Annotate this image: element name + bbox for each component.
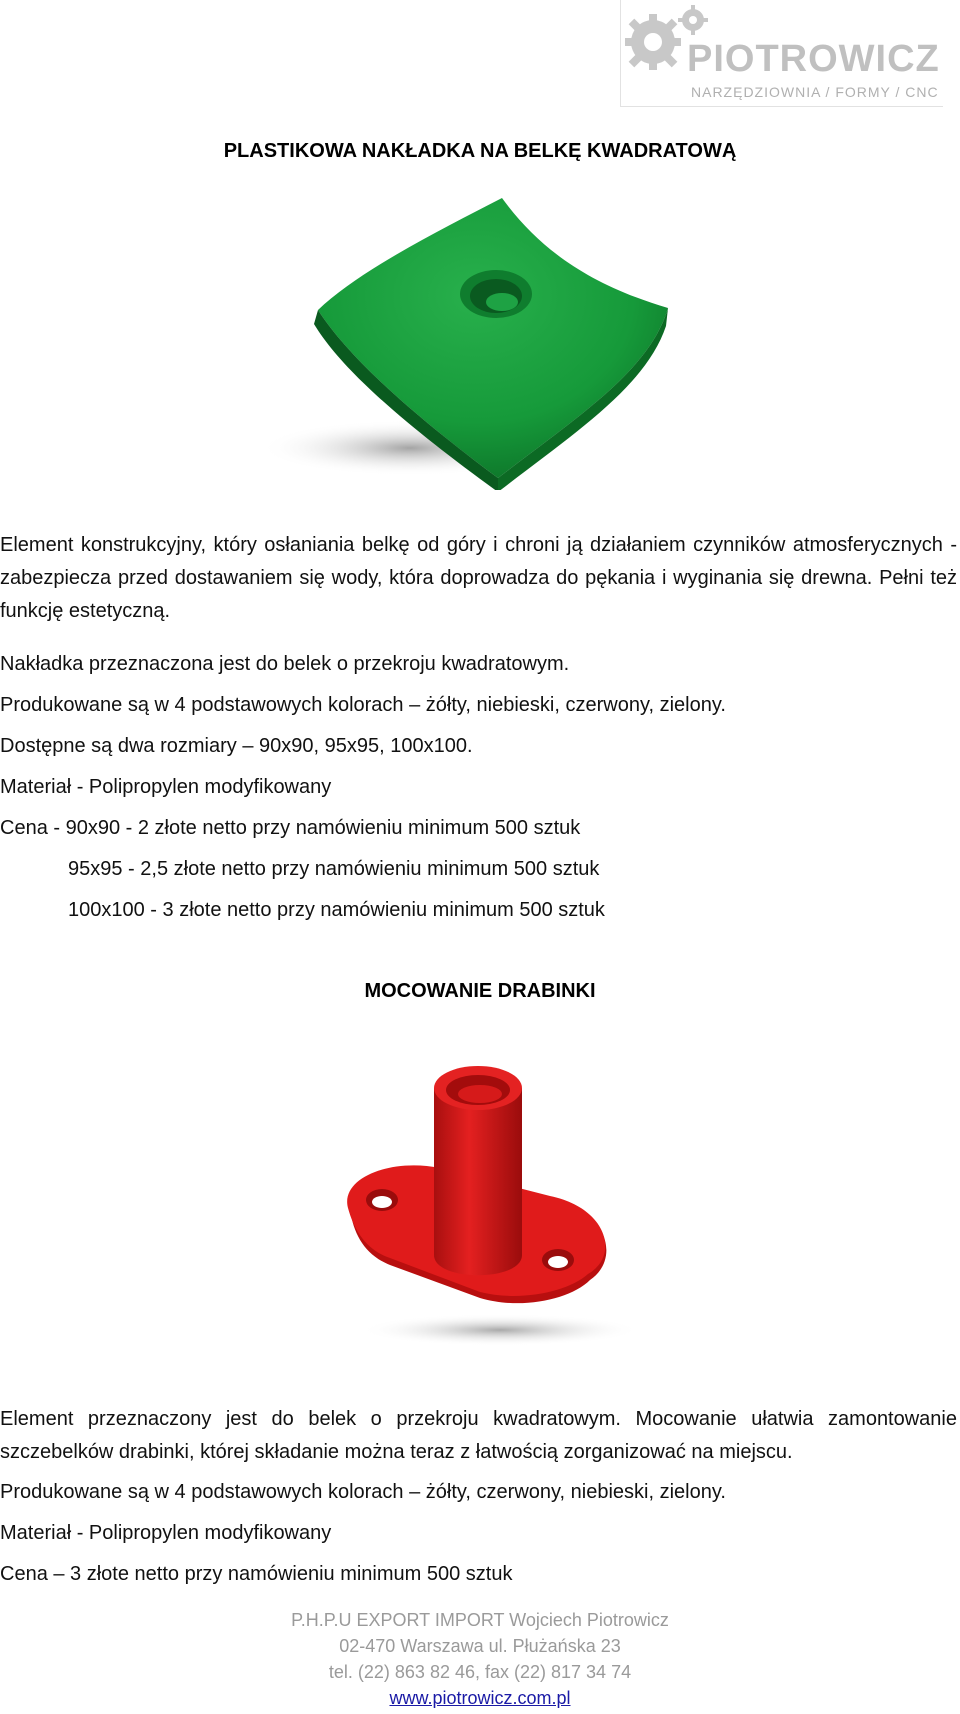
section1-title: PLASTIKOWA NAKŁADKA NA BELKĘ KWADRATOWĄ bbox=[223, 140, 737, 162]
section1-line-material: Materiał - Polipropylen modyfikowany bbox=[0, 776, 332, 798]
red-ladder-mount-image bbox=[330, 1060, 650, 1355]
page-footer bbox=[0, 1607, 960, 1711]
section2-price: Cena – 3 złote netto przy namówieniu minimum 500 sztuk bbox=[0, 1563, 513, 1585]
section2-title: MOCOWANIE DRABINKI bbox=[364, 980, 596, 1002]
footer-company: P.H.P.U EXPORT IMPORT Wojciech Piotrowicz bbox=[291, 1610, 669, 1630]
section1-price-100: 100x100 - 3 złote netto przy namówieniu minimum 500 sztuk bbox=[68, 899, 605, 921]
section2-line-colors: Produkowane są w 4 podstawowych kolorach – żółty, czerwony, niebieski, zielony. bbox=[0, 1481, 726, 1503]
green-cap-image bbox=[240, 190, 680, 490]
section1-line-sizes: Dostępne są dwa rozmiary – 90x90, 95x95, 100x100. bbox=[0, 735, 473, 757]
footer-phone: tel. (22) 863 82 46, fax (22) 817 34 74 bbox=[328, 1662, 632, 1682]
logo-subtitle: NARZĘDZIOWNIA / FORMY / CNC bbox=[691, 84, 939, 100]
section2-description: Element przeznaczony jest do belek o przekroju kwadratowym. Mocowanie ułatwia zamontowanie szczebelków drabinki, której składanie można teraz z łatwością zorganizować na miejscu. bbox=[0, 1408, 957, 1463]
section1-line-usage: Nakładka przeznaczona jest do belek o przekroju kwadratowym. bbox=[0, 653, 570, 675]
section1-line-colors: Produkowane są w 4 podstawowych kolorach – żółty, niebieski, czerwony, zielony. bbox=[0, 694, 726, 716]
company-logo bbox=[620, 0, 943, 107]
section1-description: Element konstrukcyjny, który osłaniania belkę od góry i chroni ją działaniem czynników atmosferycznych - zabezpiecza przed dostawaniem się wody, która doprowadza do pękania i wyginania się drewna. Pełni też funkcję estetyczną. bbox=[0, 534, 957, 622]
footer-website-link[interactable]: www.piotrowicz.com.pl bbox=[389, 1688, 571, 1708]
section2-line-material: Materiał - Polipropylen modyfikowany bbox=[0, 1522, 332, 1544]
section1-price-90: Cena - 90x90 - 2 złote netto przy namówieniu minimum 500 sztuk bbox=[0, 817, 581, 839]
logo-name: PIOTROWICZ bbox=[687, 38, 940, 80]
footer-address: 02-470 Warszawa ul. Płużańska 23 bbox=[339, 1636, 621, 1656]
section1-price-95: 95x95 - 2,5 złote netto przy namówieniu minimum 500 sztuk bbox=[68, 858, 600, 880]
